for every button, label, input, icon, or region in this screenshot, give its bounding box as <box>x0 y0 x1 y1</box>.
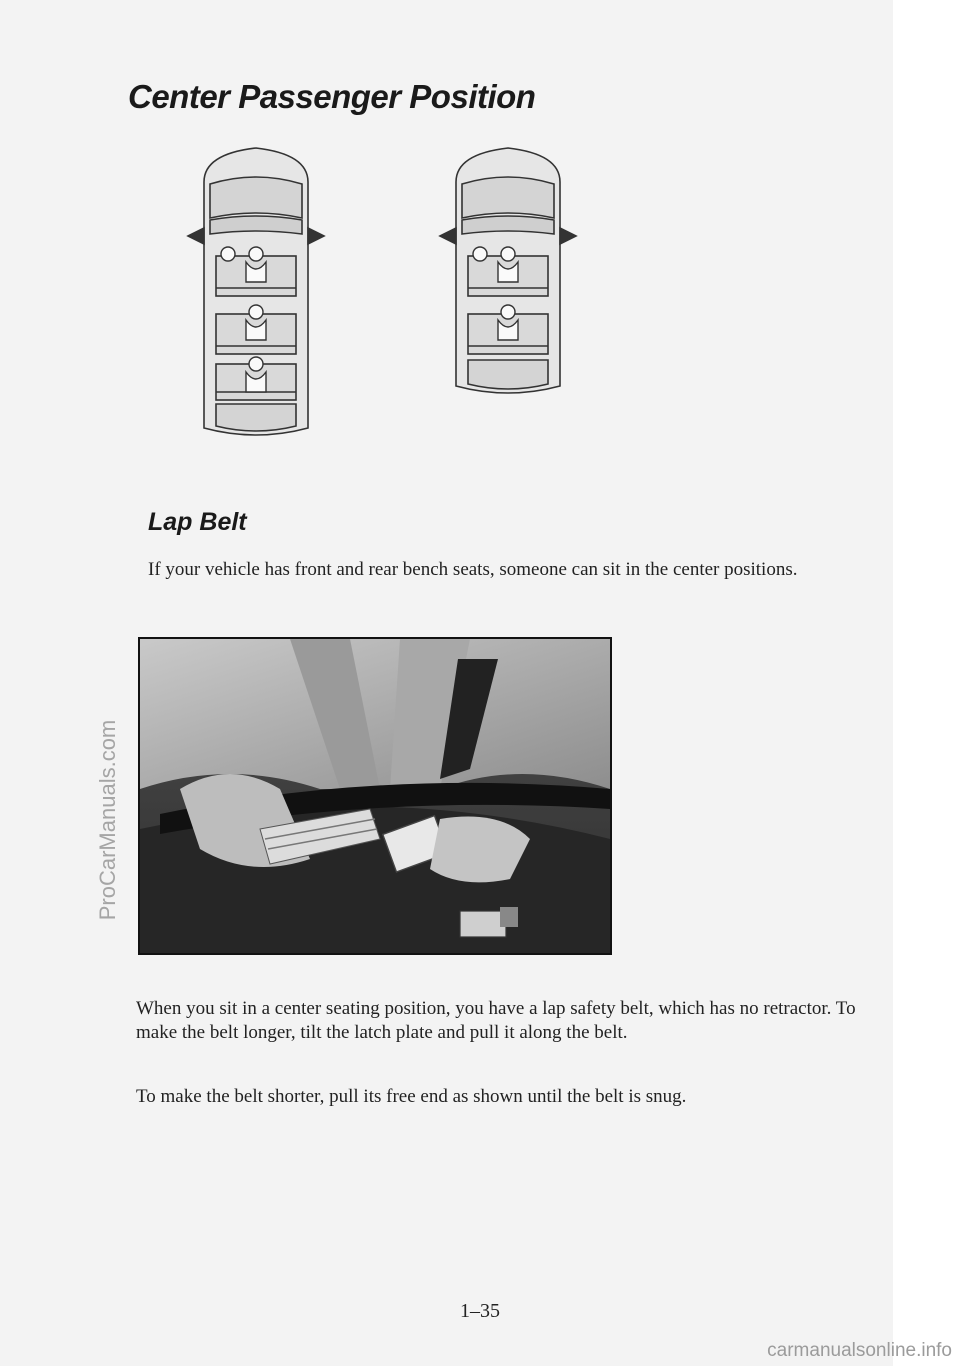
side-watermark: ProCarManuals.com <box>95 719 120 921</box>
two-row-seating-diagram <box>438 142 578 402</box>
body-paragraph-1: When you sit in a center seating position, you have a lap safety belt, which has no retractor. To make the belt longer, tilt the latch plate and pull it along the belt. <box>136 998 856 1043</box>
subsection-title: Lap Belt <box>148 508 247 536</box>
three-row-seating-diagram <box>186 142 326 444</box>
body-paragraph-2: To make the belt shorter, pull its free end as shown until the belt is snug. <box>136 1086 687 1107</box>
section-title: Center Passenger Position <box>128 78 536 115</box>
footer-watermark: carmanualsonline.info <box>767 1340 952 1361</box>
page-number: 1–35 <box>460 1300 500 1322</box>
lap-belt-photo <box>138 637 612 955</box>
intro-paragraph: If your vehicle has front and rear bench seats, someone can sit in the center positions. <box>148 559 798 580</box>
page-margin <box>893 0 960 1366</box>
